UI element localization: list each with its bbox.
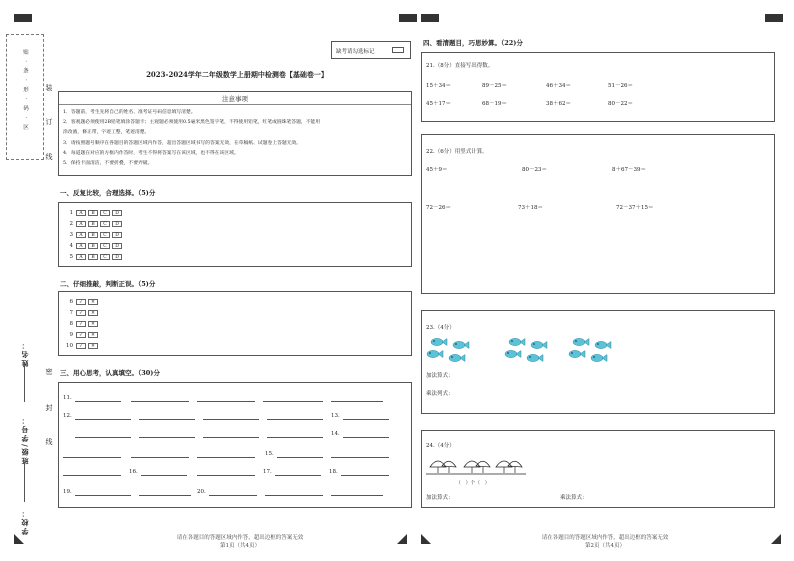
blank-line[interactable] xyxy=(75,495,131,496)
blank-line[interactable] xyxy=(267,437,323,438)
notice-line: 涂改液，修正带，字迹工整，笔迹清楚。 xyxy=(63,130,150,136)
choice-option[interactable]: A xyxy=(76,243,86,249)
student-info xyxy=(20,340,30,540)
blank-label: 13. xyxy=(331,413,340,419)
oral-calc-item: 46＋34＝ xyxy=(546,83,571,89)
question-number: 8 xyxy=(69,321,73,327)
oral-calc-item: 15＋34＝ xyxy=(426,83,451,89)
fish-icon xyxy=(590,353,608,363)
blank-line[interactable] xyxy=(131,457,189,458)
question-number: 7 xyxy=(69,310,73,316)
question-number: 2 xyxy=(69,221,73,227)
blank-line[interactable] xyxy=(63,475,121,476)
question-number: 10 xyxy=(66,343,73,349)
blank-line[interactable] xyxy=(265,495,323,496)
wrong-mark-option[interactable]: ✕ xyxy=(88,332,98,338)
blank-line[interactable] xyxy=(63,457,121,458)
blank-label: 15. xyxy=(265,451,274,457)
correct-mark-option[interactable]: ✓ xyxy=(76,321,86,327)
binding-char: 密 xyxy=(45,368,53,377)
oral-calc-item: 68－19＝ xyxy=(482,101,507,107)
q21-box xyxy=(421,52,775,122)
wrong-mark-option[interactable]: ✕ xyxy=(88,321,98,327)
wrong-mark-option[interactable]: ✕ xyxy=(88,310,98,316)
wrong-mark-option[interactable]: ✕ xyxy=(88,299,98,305)
class-id-label: 班级/学号： xyxy=(20,415,29,465)
footer-page: 第2页（共4页） xyxy=(585,543,625,549)
oral-calc-item: 51－26＝ xyxy=(608,83,633,89)
choice-option[interactable]: B xyxy=(88,254,98,260)
choice-row xyxy=(63,231,124,239)
judge-row xyxy=(63,309,100,317)
blank-label: 16. xyxy=(129,469,138,475)
choice-option[interactable]: A xyxy=(76,254,86,260)
section2-title: 二、仔细推敲，判断正误。（5)分 xyxy=(60,280,156,288)
q23-multiplication-label: 乘法列式： xyxy=(426,391,454,397)
notice-title: 注意事项 xyxy=(59,92,411,105)
choice-option[interactable]: D xyxy=(112,243,122,249)
choice-option[interactable]: C xyxy=(100,210,110,216)
section1-title: 一、反复比较，合理选择。（5)分 xyxy=(60,189,156,197)
notice-box xyxy=(58,91,412,176)
choice-option[interactable]: B xyxy=(88,243,98,249)
fish-icon xyxy=(530,340,548,350)
question-number: 6 xyxy=(69,299,73,305)
blank-line[interactable] xyxy=(197,401,255,402)
correct-mark-option[interactable]: ✓ xyxy=(76,332,86,338)
footer-page: 第1页（共4页） xyxy=(220,543,260,549)
choice-option[interactable]: C xyxy=(100,221,110,227)
binding-char: 订 xyxy=(45,118,53,127)
blank-line[interactable] xyxy=(263,401,323,402)
fish-icon xyxy=(572,337,590,347)
section3-title: 三、用心思考，认真填空。（30)分 xyxy=(60,369,160,377)
correct-mark-option[interactable]: ✓ xyxy=(76,299,86,305)
notice-line: 5．保持卡面清洁，不要折叠，不要弄破。 xyxy=(63,161,153,167)
vertical-calc-item: 8＋67－39＝ xyxy=(612,167,646,173)
corner-triangle xyxy=(421,534,431,544)
section1-box xyxy=(58,202,412,267)
school-label: 学校： xyxy=(20,508,29,535)
oral-calc-item: 45＋17＝ xyxy=(426,101,451,107)
class-id-field[interactable] xyxy=(24,462,25,502)
question-number: 3 xyxy=(69,232,73,238)
blank-line[interactable] xyxy=(131,401,189,402)
fish-icon xyxy=(452,340,470,350)
choice-option[interactable]: C xyxy=(100,243,110,249)
fish-icon xyxy=(426,349,444,359)
oral-calc-item: 80－22＝ xyxy=(608,101,633,107)
blank-label: 12. xyxy=(63,413,72,419)
question-number: 5 xyxy=(69,254,73,260)
choice-row xyxy=(63,253,124,261)
binding-char: 封 xyxy=(45,404,53,413)
correct-mark-option[interactable]: ✓ xyxy=(76,310,86,316)
blank-line[interactable] xyxy=(331,457,389,458)
q24-box xyxy=(421,430,775,508)
absent-checkbox[interactable] xyxy=(392,47,404,53)
blank-line[interactable] xyxy=(203,437,259,438)
oral-calc-item: 38＋62＝ xyxy=(546,101,571,107)
choice-option[interactable]: D xyxy=(112,254,122,260)
blank-line[interactable] xyxy=(343,437,389,438)
choice-option[interactable]: B xyxy=(88,221,98,227)
blank-line[interactable] xyxy=(75,419,131,420)
choice-option[interactable]: D xyxy=(112,210,122,216)
question-number: 9 xyxy=(69,332,73,338)
blank-line[interactable] xyxy=(275,475,321,476)
blank-line[interactable] xyxy=(139,437,195,438)
q24-bracket: （ ）个（ ） xyxy=(456,481,490,486)
notice-line: 3．请按照题号顺序在各题目的答题区域内作答，超出答题区域书写的答案无效，在草稿纸、试题卷上答题无效。 xyxy=(63,140,302,146)
blank-label: 14. xyxy=(331,431,340,437)
name-label: 姓名： xyxy=(20,340,29,367)
fish-icon xyxy=(430,337,448,347)
fish-icon xyxy=(568,349,586,359)
barcode-label: 贴 · 条 · 形 · 码 · 区 xyxy=(22,49,28,132)
blank-label: 17. xyxy=(263,469,272,475)
blank-label: 11. xyxy=(63,395,72,401)
vertical-calc-item: 80－23＝ xyxy=(522,167,547,173)
blank-line[interactable] xyxy=(75,437,131,438)
notice-line: 4．每道题在对应的方框内作答时，考生不得将答案写在该区域，也不得在该区域。 xyxy=(63,150,239,156)
blank-line[interactable] xyxy=(209,495,257,496)
blank-line[interactable] xyxy=(343,419,389,420)
blank-line[interactable] xyxy=(141,475,187,476)
fish-icon xyxy=(594,340,612,350)
choice-option[interactable]: B xyxy=(88,232,98,238)
page-footer xyxy=(160,533,320,549)
vertical-calc-item: 45＋9＝ xyxy=(426,167,448,173)
choice-row xyxy=(63,242,124,250)
footer-note: 请在各题目的答题区域内作答，超出边框的答案无效 xyxy=(541,535,669,541)
footer-note: 请在各题目的答题区域内作答，超出边框的答案无效 xyxy=(176,535,304,541)
oral-calc-item: 89－25＝ xyxy=(482,83,507,89)
correct-mark-option[interactable]: ✓ xyxy=(76,343,86,349)
q24-addition-label: 加法算式： xyxy=(426,495,454,501)
fish-icon xyxy=(448,353,466,363)
vertical-calc-item: 72－26＝ xyxy=(426,205,451,211)
barcode-area xyxy=(6,34,44,160)
choice-option[interactable]: B xyxy=(88,210,98,216)
registration-mark xyxy=(765,14,783,22)
choice-option[interactable]: C xyxy=(100,254,110,260)
judge-row xyxy=(63,320,100,328)
blank-line[interactable] xyxy=(203,419,259,420)
choice-option[interactable]: A xyxy=(76,232,86,238)
vertical-calc-item: 72－37＋15＝ xyxy=(616,205,654,211)
wrong-mark-option[interactable]: ✕ xyxy=(88,343,98,349)
absent-label: 缺考请勾选标记 xyxy=(336,49,375,55)
blank-line[interactable] xyxy=(139,419,195,420)
corner-triangle xyxy=(771,534,781,544)
binding-char: 线 xyxy=(45,438,53,447)
choice-option[interactable]: D xyxy=(112,221,122,227)
q21-title: 21.（8分）直接写出得数。 xyxy=(426,63,494,69)
fish-icon xyxy=(526,353,544,363)
choice-row xyxy=(63,209,124,217)
q22-title: 22.（6分）用竖式计算。 xyxy=(426,149,488,155)
blank-label: 19. xyxy=(63,489,72,495)
judge-row xyxy=(63,298,100,306)
binding-char: 线 xyxy=(45,153,53,162)
section4-title: 四、看清题目，巧思妙算。（22)分 xyxy=(423,39,523,47)
section2-box xyxy=(58,291,412,356)
registration-mark xyxy=(14,14,32,22)
blank-line[interactable] xyxy=(331,401,383,402)
judge-row xyxy=(63,342,100,350)
binding-char: 装 xyxy=(45,84,53,93)
vertical-calc-item: 73＋18＝ xyxy=(518,205,543,211)
blank-line[interactable] xyxy=(331,495,383,496)
page-footer xyxy=(525,533,685,549)
q23-box xyxy=(421,310,775,414)
name-field[interactable] xyxy=(24,362,25,402)
absent-mark-box xyxy=(331,41,411,59)
question-number: 4 xyxy=(69,243,73,249)
choice-option[interactable]: A xyxy=(76,210,86,216)
choice-option[interactable]: A xyxy=(76,221,86,227)
question-number: 1 xyxy=(69,210,73,216)
judge-row xyxy=(63,331,100,339)
q24-title: 24.（4分） xyxy=(426,443,455,449)
notice-line: 2．客观题必须使用2B铅笔填涂答题卡；主观题必须使用0.5毫米黑色签字笔，不得使用铅笔，红笔或圆珠笔答题，不能用 xyxy=(63,120,321,126)
q24-multiplication-label: 乘法算式： xyxy=(560,495,588,501)
choice-row xyxy=(63,220,124,228)
corner-triangle xyxy=(397,534,407,544)
blank-label: 18. xyxy=(329,469,338,475)
blank-line[interactable] xyxy=(197,457,255,458)
fish-icon xyxy=(508,337,526,347)
blank-line[interactable] xyxy=(75,401,121,402)
choice-option[interactable]: C xyxy=(100,232,110,238)
q22-box xyxy=(421,134,775,294)
notice-line: 1．答题前，考生先将自己的姓名、准考证号码信息填写清楚。 xyxy=(63,110,196,115)
blank-label: 20. xyxy=(197,489,206,495)
blank-line[interactable] xyxy=(277,457,323,458)
blank-line[interactable] xyxy=(267,419,323,420)
page-title: 2023-2024学年二年级数学上册期中检测卷【基础卷一】 xyxy=(146,70,328,79)
choice-option[interactable]: D xyxy=(112,232,122,238)
registration-mark xyxy=(421,14,439,22)
registration-mark xyxy=(399,14,417,22)
fish-icon xyxy=(504,349,522,359)
blank-line[interactable] xyxy=(139,495,191,496)
q23-title: 23.（4分） xyxy=(426,325,455,331)
section3-box xyxy=(58,382,412,508)
blank-line[interactable] xyxy=(197,475,255,476)
q23-addition-label: 加法算式： xyxy=(426,373,454,379)
blank-line[interactable] xyxy=(341,475,389,476)
